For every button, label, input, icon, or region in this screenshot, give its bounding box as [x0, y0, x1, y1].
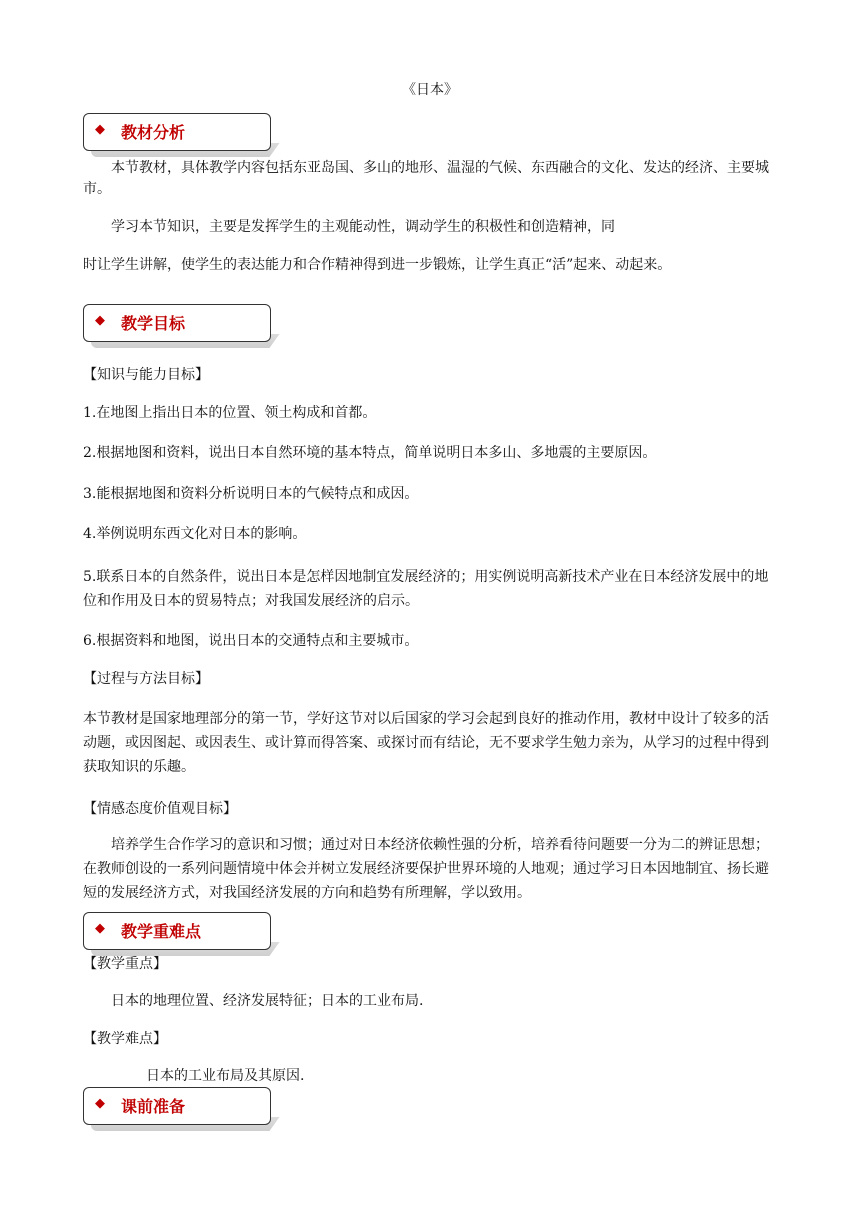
- emotion-goals-text: 培养学生合作学习的意识和习惯；通过对日本经济依赖性强的分析，培养看待问题要一分为二的辨证思想；在教师创设的一系列问题情境中体会并树立发展经济要保护世界环境的人地观；通过学习日本因地制宜、扬长避短的发展经济方式，对我国经济发展的方向和趋势有所理解，学以致用。: [83, 837, 769, 901]
- goal-item: 1.在地图上指出日本的位置、领土构成和首都。: [83, 405, 377, 421]
- emotion-goals-heading: 【情感态度价值观目标】: [83, 801, 237, 817]
- process-goals-text: 本节教材是国家地理部分的第一节，学好这节对以后国家的学习会起到良好的推动作用，教材中设计了较多的活动题，或因图起、或因表生、或计算而得答案、或探讨而有结论，无不要求学生勉力亲为，从学习的过程中得到获取知识的乐趣。: [83, 711, 769, 775]
- goal-item: 6.根据资料和地图，说出日本的交通特点和主要城市。: [83, 633, 419, 649]
- document-title: 《日本》: [402, 82, 458, 98]
- teaching-difficulty-heading: 【教学难点】: [83, 1031, 167, 1047]
- section-title: 教学目标: [121, 314, 186, 333]
- section-header-key-points: [83, 912, 271, 950]
- analysis-paragraph-2-line-2: 时让学生讲解，使学生的表达能力和合作精神得到进一步锻炼，让学生真正“活”起来、动起来。: [83, 257, 672, 273]
- diamond-bullet-icon: ◆: [95, 1096, 105, 1111]
- section-title: 课前准备: [121, 1097, 186, 1116]
- diamond-bullet-icon: ◆: [95, 921, 105, 936]
- section-title: 教学重难点: [121, 922, 202, 941]
- section-header-goals: [83, 304, 271, 342]
- diamond-bullet-icon: ◆: [95, 122, 105, 137]
- diamond-bullet-icon: ◆: [95, 313, 105, 328]
- teaching-difficulty-text: 日本的工业布局及其原因.: [146, 1068, 305, 1084]
- teaching-focus-text: 日本的地理位置、经济发展特征；日本的工业布局.: [111, 993, 424, 1009]
- section-header-prep: [83, 1087, 271, 1125]
- analysis-paragraph-1: 本节教材，具体教学内容包括东亚岛国、多山的地形、温湿的气候、东西融合的文化、发达的经济、主要城市。: [83, 160, 769, 197]
- goal-item: 3.能根据地图和资料分析说明日本的气候特点和成因。: [83, 486, 419, 502]
- goal-item: 5.联系日本的自然条件，说出日本是怎样因地制宜发展经济的；用实例说明高新技术产业在日本经济发展中的地位和作用及日本的贸易特点；对我国发展经济的启示。: [83, 569, 769, 609]
- knowledge-goals-heading: 【知识与能力目标】: [83, 367, 209, 383]
- section-header-analysis: [83, 113, 271, 151]
- section-title: 教材分析: [121, 123, 186, 142]
- goal-item: 4.举例说明东西文化对日本的影响。: [83, 526, 307, 542]
- process-goals-heading: 【过程与方法目标】: [83, 671, 209, 687]
- teaching-focus-heading: 【教学重点】: [83, 956, 167, 972]
- analysis-paragraph-2-line-1: 学习本节知识，主要是发挥学生的主观能动性，调动学生的积极性和创造精神，同: [111, 219, 615, 235]
- goal-item: 2.根据地图和资料，说出日本自然环境的基本特点，简单说明日本多山、多地震的主要原因。: [83, 445, 657, 461]
